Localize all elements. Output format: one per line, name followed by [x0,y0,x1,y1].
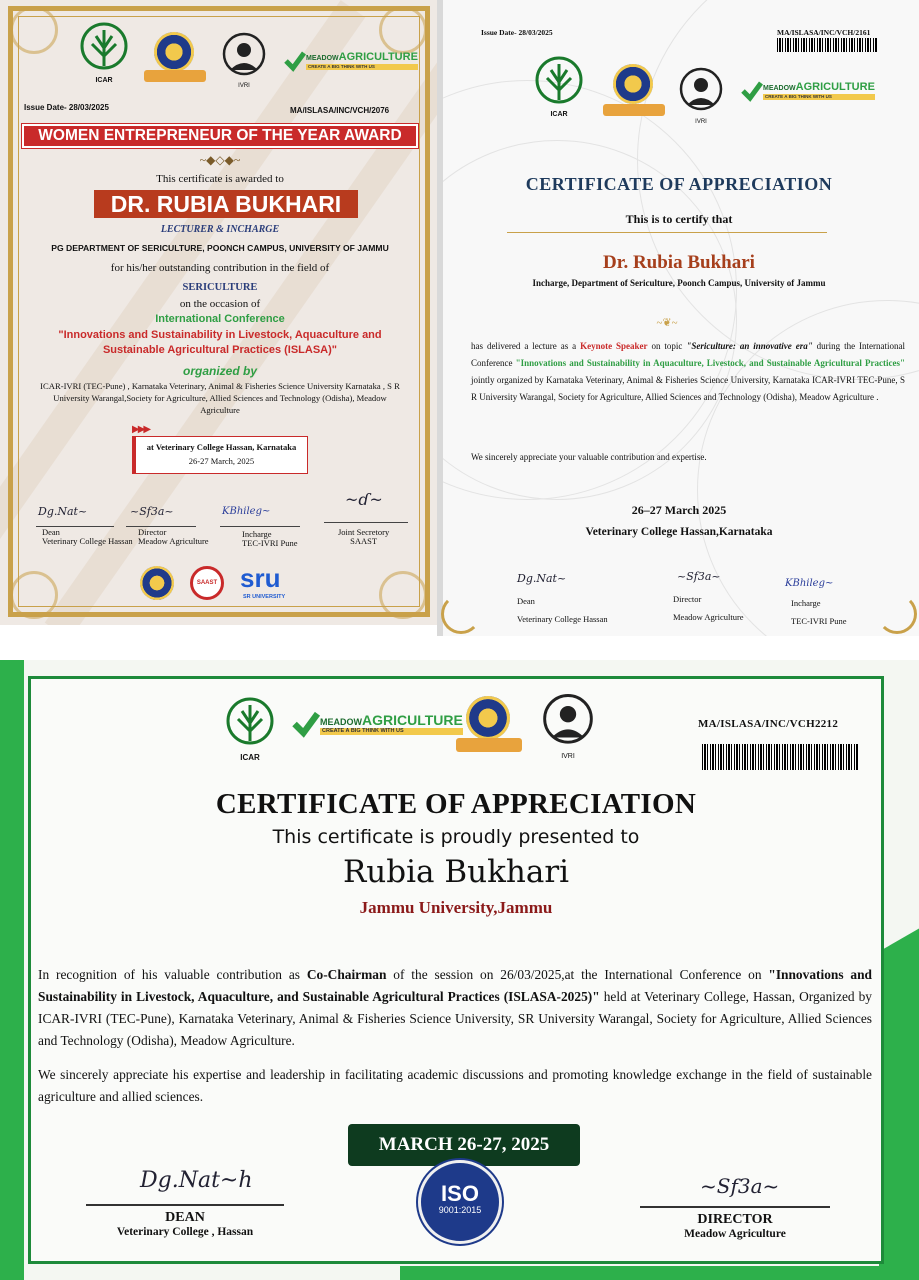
reference-number: MA/ISLASA/INC/VCH/2161 [777,28,871,37]
meadow-main: AGRICULTURE [795,80,875,93]
corner-ornament [379,571,427,619]
checkmark-icon [741,80,763,102]
meadow-agriculture-logo [284,50,418,72]
conference-title: "Innovations and Sustainability in Livestock, Aquaculture, and Sustainable Agricultural Practices (ISLASA-2025)" [38,967,872,1004]
corner-ornament [877,594,917,634]
signature-line [640,1206,830,1208]
meadow-main: AGRICULTURE [338,50,418,63]
signatory-title: Incharge [242,529,272,539]
signature-director: ~Sf3a~ [130,505,174,518]
awarded-to-label: This certificate is awarded to [156,173,284,185]
signatory-incharge [791,598,846,626]
recipient-name: Rubia Bukhari [342,854,570,890]
meadow-tagline: CREATE A BIG THINK WITH US [763,94,875,101]
meadow-top: MEADOW [320,716,362,727]
conference-title: "Innovations and Sustainability in Aquaculture, Livestock, and Sustainable Agricultural Practices" [515,358,905,368]
signatory-title: DIRECTOR [697,1212,773,1227]
right-green-band [879,928,919,1280]
recognition-paragraph [38,964,872,1052]
signatory-dean [517,596,608,624]
presented-to-text: This certificate is proudly presented to [272,826,640,848]
bottom-green-band [400,1266,919,1280]
appreciation-paragraph: We sincerely appreciate his expertise and leadership in facilitating academic discussions and promoting knowledge exchange in the field of sustainable agriculture and allied sciences. [38,1067,872,1104]
meadow-tagline: CREATE A BIG THINK WITH US [320,728,463,736]
meadow-top: MEADOW [306,54,339,62]
signatory-title: Incharge [791,598,821,608]
ivri-logo [220,32,268,90]
lecture-topic: "Sericulture: an innovative era" [686,341,813,351]
body-text: during the International Conference [471,341,905,368]
signature-director: ~Sf3a~ [700,1174,780,1198]
signatory-title: DEAN [165,1210,205,1225]
kvafsu-logo [154,32,194,72]
corner-ornament [10,571,58,619]
ivri-label: IVRI [561,753,575,760]
organized-by-label: organized by [182,364,257,378]
award-title: WOMEN ENTREPRENEUR OF THE YEAR AWARD [22,124,418,148]
certificate-title: CERTIFICATE OF APPRECIATION [525,174,833,194]
signatory-title: Joint Secretory [338,527,390,537]
organizers-list: ICAR-IVRI (TEC-Pune) , Karnataka Veterinary, Animal & Fisheries Science University Karnataka , S R University Warangal,Society for Agriculture, Allied Sciences and Technology (Odisha), Meadow Agriculture [40,381,400,415]
left-border [437,0,443,636]
iso-standard: 9001:2015 [438,1205,482,1215]
signatory-joint-secretary [338,528,389,546]
meadow-tagline: CREATE A BIG THINK WITH US [306,64,418,71]
signatory-org: Veterinary College Hassan [42,536,133,546]
occasion-text: on the occasion of [179,298,261,310]
signatory-title: Dean [517,596,535,606]
body-text: on topic [647,341,687,351]
signatory-org: TEC-IVRI Pune [791,616,847,626]
venue-text: at Veterinary College Hassan, Karnataka [146,442,297,452]
meadow-agriculture-logo [292,710,463,738]
lecture-paragraph [471,338,905,406]
certificate-keynote-appreciation [437,0,919,636]
date-badge: MARCH 26-27, 2025 [348,1124,580,1166]
signatory-org: Meadow Agriculture [673,612,744,622]
signature-line [220,526,300,527]
appreciation-text: We sincerely appreciate your valuable contribution and expertise. [471,452,707,462]
corner-ornament [441,594,481,634]
signature-line [324,522,408,523]
signature-dean: Dg.Nat~ [517,572,567,585]
venue-box [132,436,308,474]
signatory-org: Meadow Agriculture [138,536,209,546]
sru-logo: sru [240,563,281,593]
sru-subtitle: SR UNIVERSITY [243,594,286,600]
recipient-name: DR. RUBIA BUKHARI [94,190,358,218]
signatory-director [640,1212,830,1240]
signature-incharge: KBhileg~ [785,578,834,589]
iso-badge [418,1160,502,1244]
affiliation: Incharge, Department of Sericulture, Poonch Campus, University of Jammu [532,278,826,288]
reference-number: MA/ISLASA/INC/VCH2212 [698,718,839,730]
signatory-org: Meadow Agriculture [684,1228,786,1240]
barcode [702,744,858,770]
conference-type: International Conference [155,313,285,325]
signatory-director [673,594,744,622]
signature-dean: Dg.Nat~h [140,1168,253,1193]
signatory-dean [86,1210,284,1238]
certificate-women-entrepreneur [0,0,437,625]
body-text: jointly organized by Karnataka Veterinary, Animal & Fisheries Science University, Karnataka ICAR-IVRI TEC-Pune, S R University Warangal, Society for Agriculture, Allied Sciences and Technology (Odisha), Meadow Agriculture . [471,375,905,402]
signature-line [86,1204,284,1206]
signature-incharge: KBhileg~ [222,506,271,517]
meadow-agriculture-logo [741,80,875,102]
affiliation: Jammu University,Jammu [359,898,553,917]
icar-logo [78,22,130,84]
kvafsu-ribbon [144,70,206,82]
icar-logo [533,56,585,118]
keynote-role: Keynote Speaker [580,341,648,351]
icar-label: ICAR [95,77,113,84]
event-venue: Veterinary College Hassan,Karnataka [585,526,773,538]
body-text: of the session on 26/03/2025,at the International Conference on [386,967,769,982]
divider-ornament: ~❦~ [656,317,678,329]
divider-ornament: ~◆◇◆~ [199,153,241,167]
signatory-title: Director [673,594,702,604]
divider-line [507,232,827,233]
checkmark-icon [292,710,320,738]
checkmark-icon [284,50,306,72]
field-name: SERICULTURE [182,282,258,293]
signatory-incharge [242,530,297,548]
reference-number: MA/ISLASA/INC/VCH/2076 [290,106,390,115]
certificate-title: CERTIFICATE OF APPRECIATION [215,788,697,820]
ivri-label: IVRI [238,83,250,89]
designation: LECTURER & INCHARGE [160,224,280,235]
iso-label: ISO [441,1181,479,1206]
meadow-top: MEADOW [763,84,796,92]
body-text: In recognition of his valuable contribution as [38,967,307,982]
arrow-icons: ▶▶▶ [132,424,150,435]
department: PG DEPARTMENT OF SERICULTURE, POONCH CAMPUS, UNIVERSITY OF JAMMU [51,243,389,253]
issue-date: Issue Date- 28/03/2025 [481,28,553,37]
date-text: 26-27 March, 2025 [188,456,255,466]
signatory-title: Director [138,527,167,537]
signatory-director [138,528,209,546]
kvafsu-logo [466,696,510,740]
contribution-text: for his/her outstanding contribution in the field of [110,262,330,274]
signatory-org: Veterinary College Hassan [517,614,608,624]
ivri-label: IVRI [695,119,707,125]
kvafsu-ribbon [603,104,665,116]
saast-logo: SAAST [190,566,224,600]
barcode [777,38,877,52]
conference-title: "Innovations and Sustainability in Livestock, Aquaculture and Sustainable Agricultural Practices (ISLASA)" [58,329,382,356]
kvafsu-ribbon [456,738,522,752]
icar-label: ICAR [550,111,568,118]
signature-joint-secretary: ~ɗ~ [345,490,383,509]
recipient-name: Dr. Rubia Bukhari [603,252,755,273]
role-text: Co-Chairman [306,967,387,982]
issue-date: Issue Date- 28/03/2025 [24,103,109,112]
kvafsu-seal-logo [140,566,174,600]
kvafsu-logo [613,64,653,104]
signatory-dean [42,528,138,546]
left-green-band [0,660,24,1280]
signature-dean: Dg.Nat~ [38,505,88,518]
ivri-logo [677,66,725,126]
body-text: held at Veterinary College, Hassan, Organized by ICAR-IVRI (TEC-Pune), Karnataka Veterinary, Animal & Fisheries Science University, SR University Warangal, Society for Agriculture, Allied Sciences and Technology (Odisha), Meadow Agriculture. [38,989,873,1048]
event-date: 26–27 March 2025 [631,503,727,517]
certify-text: This is to certify that [625,212,733,226]
signatory-org: SAAST [350,536,378,546]
certificate-co-chairman-appreciation [0,660,919,1280]
corner-ornament [10,6,58,54]
signatory-title: Dean [42,527,60,537]
corner-ornament [379,6,427,54]
signature-director: ~Sf3a~ [677,570,721,583]
meadow-main: AGRICULTURE [362,711,463,728]
ivri-logo [540,692,596,758]
body-text: has delivered a lecture as a [471,341,581,351]
signatory-org: Veterinary College , Hassan [116,1226,254,1238]
signatory-org: TEC-IVRI Pune [242,538,298,548]
icar-logo [224,696,276,762]
icar-label: ICAR [240,753,260,762]
